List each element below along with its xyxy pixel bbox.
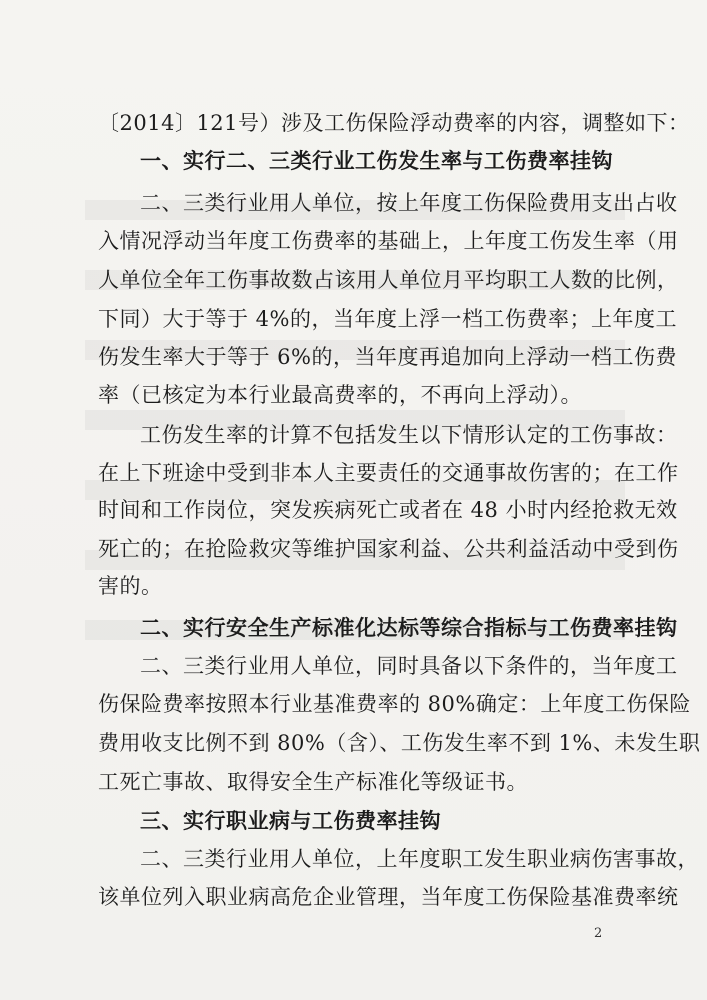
paragraph-line: 伤发生率大于等于 6%的，当年度再追加向上浮动一档工伤费 [98,345,677,369]
paragraph-line: 工伤发生率的计算不包括发生以下情形认定的工伤事故： [140,423,678,447]
paragraph-line: 人单位全年工伤事故数占该用人单位月平均职工人数的比例， [98,268,679,292]
paragraph-line: 二、三类行业用人单位，按上年度工伤保险费用支出占收 [140,191,678,215]
paragraph-line: 害的。 [98,574,163,598]
paragraph-line: 该单位列入职业病高危企业管理，当年度工伤保险基准费率统 [98,885,679,909]
paragraph-line: 入情况浮动当年度工伤费率的基础上，上年度工伤发生率（用 [98,229,679,253]
paragraph-line: 二、三类行业用人单位，上年度职工发生职业病伤害事故， [140,847,699,871]
section-heading-3: 三、实行职业病与工伤费率挂钩 [140,808,441,833]
paragraph-line: 时间和工作岗位，突发疾病死亡或者在 48 小时内经抢救无效 [98,498,678,522]
paragraph-line: 率（已核定为本行业最高费率的，不再向上浮动）。 [98,383,582,407]
section-heading-2: 二、实行安全生产标准化达标等综合指标与工伤费率挂钩 [140,615,678,640]
paragraph-line: 在上下班途中受到非本人主要责任的交通事故伤害的；在工作 [98,461,679,485]
paragraph-line: 费用收支比例不到 80%（含）、工伤发生率不到 1%、未发生职 [98,731,701,755]
paragraph-line: 〔2014〕121号）涉及工伤保险浮动费率的内容，调整如下： [98,111,690,135]
paragraph-line: 死亡的；在抢险救灾等维护国家利益、公共利益活动中受到伤 [98,537,679,561]
section-heading-1: 一、实行二、三类行业工伤发生率与工伤费率挂钩 [140,148,613,173]
page-number: 2 [594,926,603,941]
paragraph-line: 下同）大于等于 4%的，当年度上浮一档工伤费率；上年度工 [98,307,677,331]
paragraph-line: 工死亡事故、取得安全生产标准化等级证书。 [98,770,528,794]
paragraph-line: 伤保险费率按照本行业基准费率的 80%确定：上年度工伤保险 [98,692,691,716]
paragraph-line: 二、三类行业用人单位，同时具备以下条件的，当年度工 [140,654,678,678]
